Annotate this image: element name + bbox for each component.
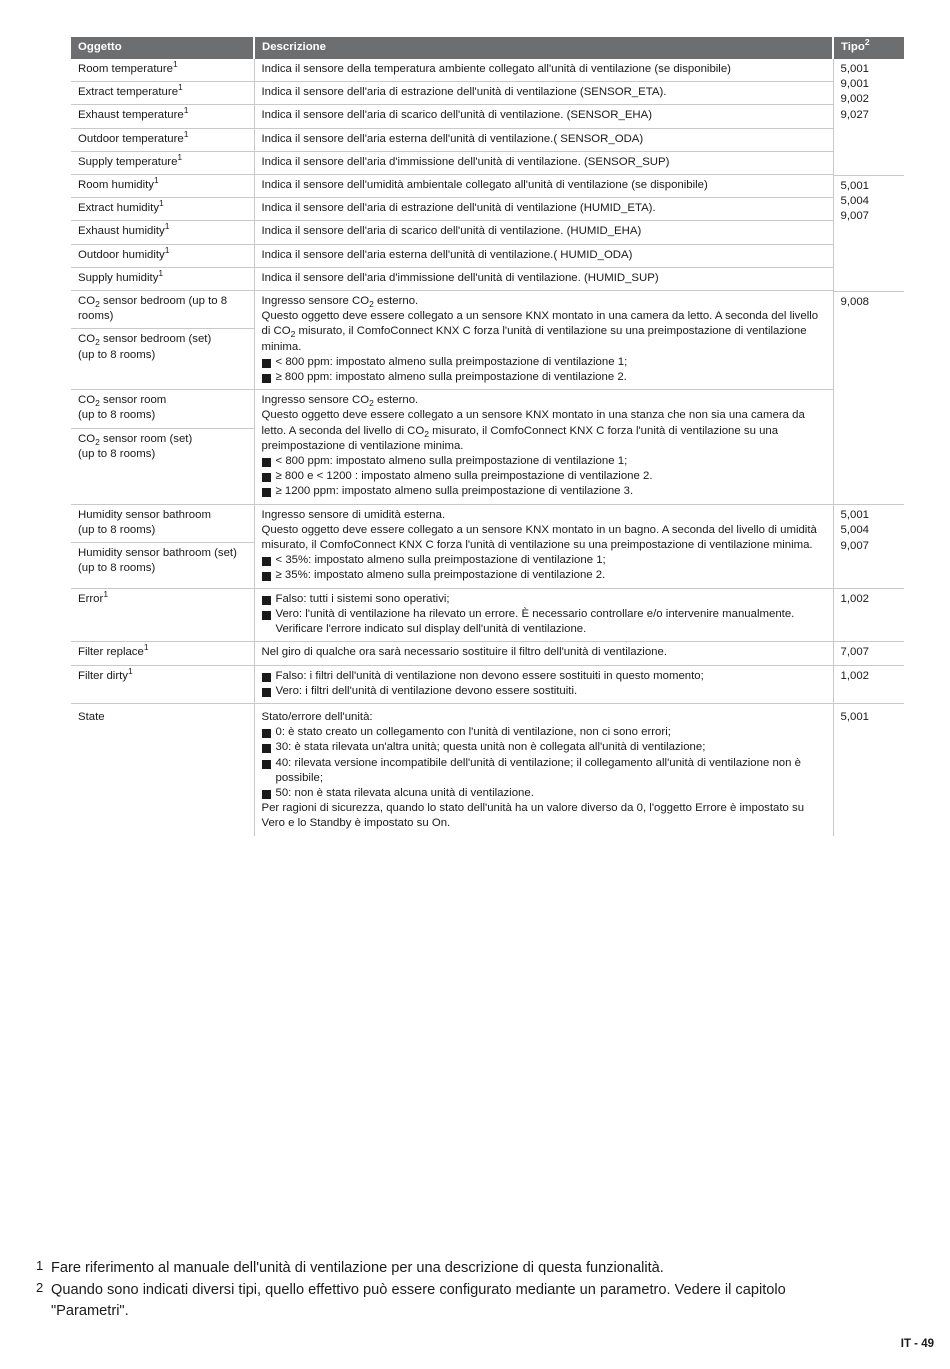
type-cell: 5,001 9,001 9,002 9,027 bbox=[840, 63, 870, 121]
object-co2-bedroom-set: $CO_2$ sensor bedroom (set) (up to 8 rooms) bbox=[71, 328, 254, 366]
table-row bbox=[71, 665, 904, 703]
description-cell: Ingresso sensore $CO_2$ esterno. Questo oggetto deve essere collegato a un sensore KNX montato in una camera da letto. A seconda del livello di $CO_2$ misurato, il ComfoConnect KNX C forza l'unità di ventilazione su una preimpostazione di ventilazione minima. < 800 ppm: impostato almeno sulla preimpostazione di ventilazione 1; ≥ 800 ppm: impostato almeno sulla preimpostazione di ventilazione 2. bbox=[254, 291, 833, 390]
bullet-item: < 35%: impostato almeno sulla preimpostazione di ventilazione 1; bbox=[262, 553, 826, 568]
object-cell: Extract humidity$^1$ bbox=[71, 198, 254, 221]
description-cell: Ingresso sensore $CO_2$ esterno. Questo oggetto deve essere collegato a un sensore KNX montato in una stanza che non sia una camera da letto. A seconda del livello di $CO_2$ misurato, il ComfoConnect KNX C forza l'unità di ventilazione su una preimpostazione di ventilazione minima. < 800 ppm: impostato almeno sulla preimpostazione di ventilazione 1; ≥ 800 e < 1200 : impostato almeno sulla preimpostazione di ventilazione 2. ≥ 1200 ppm: impostato almeno sulla preimpostazione di ventilazione 3. bbox=[254, 390, 833, 504]
type-cell: 5,001 5,004 9,007 bbox=[833, 505, 904, 589]
description-cell: Indica il sensore dell'aria esterna dell'unità di ventilazione.( HUMID_ODA) bbox=[254, 244, 833, 267]
object-cell: Exhaust temperature$^1$ bbox=[71, 105, 254, 128]
header-description: Descrizione bbox=[254, 37, 833, 59]
description-cell: Indica il sensore dell'aria d'immissione dell'unità di ventilazione. (HUMID_SUP) bbox=[254, 267, 833, 290]
description-cell: Indica il sensore dell'umidità ambientale collegato all'unità di ventilazione (se disponibile) bbox=[254, 175, 833, 198]
bullet-item: < 800 ppm: impostato almeno sulla preimpostazione di ventilazione 1; bbox=[262, 454, 826, 469]
description-cell: Indica il sensore dell'aria esterna dell'unità di ventilazione.( SENSOR_ODA) bbox=[254, 128, 833, 151]
description-cell: Indica il sensore dell'aria di estrazione dell'unità di ventilazione (HUMID_ETA). bbox=[254, 198, 833, 221]
description-cell: Indica il sensore dell'aria di scarico dell'unità di ventilazione. (HUMID_EHA) bbox=[254, 221, 833, 244]
object-cell: Filter dirty$^1$ bbox=[71, 665, 254, 703]
footnotes bbox=[36, 1258, 836, 1323]
object-cell: Error$^1$ bbox=[71, 588, 254, 642]
bullet-item: Falso: tutti i sistemi sono operativi; bbox=[262, 592, 826, 607]
description-cell: Ingresso sensore di umidità esterna. Questo oggetto deve essere collegato a un sensore KNX montato in un bagno. A seconda del livello di umidità misurato, il ComfoConnect KNX C forza l'unità di ventilazione su una preimpostazione di ventilazione minima. < 35%: impostato almeno sulla preimpostazione di ventilazione 1; ≥ 35%: impostato almeno sulla preimpostazione di ventilazione 2. bbox=[254, 505, 833, 589]
object-co2-bedroom: $CO_2$ sensor bedroom (up to 8 rooms) bbox=[78, 295, 228, 323]
bullet-item: Falso: i filtri dell'unità di ventilazione non devono essere sostituiti in questo momento; bbox=[262, 669, 826, 684]
bullet-item: ≥ 800 e < 1200 : impostato almeno sulla preimpostazione di ventilazione 2. bbox=[262, 469, 826, 484]
type-cell: 1,002 bbox=[833, 665, 904, 703]
type-cell: 7,007 bbox=[833, 642, 904, 665]
object-cell bbox=[71, 291, 254, 390]
object-cell: Outdoor humidity$^1$ bbox=[71, 244, 254, 267]
table-row bbox=[71, 128, 904, 151]
description-cell: Indica il sensore dell'aria di scarico dell'unità di ventilazione. (SENSOR_EHA) bbox=[254, 105, 833, 128]
table-row bbox=[71, 267, 904, 290]
table-row bbox=[71, 198, 904, 221]
table-header-row bbox=[71, 37, 904, 59]
table-row bbox=[71, 105, 904, 128]
description-cell: Nel giro di qualche ora sarà necessario sostituire il filtro dell'unità di ventilazione. bbox=[254, 642, 833, 665]
table-row bbox=[71, 59, 904, 82]
object-cell: Supply humidity$^1$ bbox=[71, 267, 254, 290]
page-number: IT - 49 bbox=[900, 1338, 934, 1350]
table-row bbox=[71, 588, 904, 642]
table-row bbox=[71, 82, 904, 105]
bullet-item: Vero: l'unità di ventilazione ha rilevato un errore. È necessario controllare e/o intervenire manualmente. Verificare l'errore indicato sul display dell'unità di ventilazione. bbox=[262, 607, 826, 637]
bullet-item: 40: rilevata versione incompatibile dell'unità di ventilazione; il collegamento all'unità di ventilazione non è possibile; bbox=[262, 756, 826, 786]
object-cell: Exhaust humidity$^1$ bbox=[71, 221, 254, 244]
table-row bbox=[71, 291, 904, 390]
object-cell: State bbox=[71, 703, 254, 835]
object-cell: Room temperature$^1$ bbox=[71, 59, 254, 82]
table-row bbox=[71, 390, 904, 504]
description-cell bbox=[254, 665, 833, 703]
bullet-item: 50: non è stata rilevata alcuna unità di ventilazione. bbox=[262, 786, 826, 801]
table-row bbox=[71, 642, 904, 665]
object-co2-room: $CO_2$ sensor room (up to 8 rooms) bbox=[78, 394, 167, 422]
footnote: 2 Quando sono indicati diversi tipi, quello effettivo può essere configurato mediante un parametro. Vedere il capitolo "Parametri". bbox=[36, 1279, 786, 1319]
bullet-item: 30: è stata rilevata un'altra unità; questa unità non è collegata all'unità di ventilazione; bbox=[262, 740, 826, 755]
type-cell: 1,002 bbox=[833, 588, 904, 642]
type-cell: 9,008 bbox=[840, 295, 870, 308]
object-cell bbox=[71, 390, 254, 504]
bullet-item: < 800 ppm: impostato almeno sulla preimpostazione di ventilazione 1; bbox=[262, 355, 826, 370]
table-row bbox=[71, 703, 904, 835]
table-row bbox=[71, 175, 904, 198]
description-cell: Stato/errore dell'unità: 0: è stato creato un collegamento con l'unità di ventilazione, non ci sono errori; 30: è stata rilevata un'altra unità; questa unità non è collegata all'unità di ventilazione; 40: rilevata versione incompatibile dell'unità di ventilazione; il collegamento all'unità di ventilazione non è possibile; 50: non è stata rilevata alcuna unità di ventilazione. Per ragioni di sicurezza, quando lo stato dell'unità ha un valore diverso da 0, l'oggetto Errore è impostato su Vero e lo Standby è impostato su On. bbox=[254, 703, 833, 835]
description-cell: Indica il sensore della temperatura ambiente collegato all'unità di ventilazione (se disponibile) bbox=[254, 59, 833, 82]
object-cell: Outdoor temperature$^1$ bbox=[71, 128, 254, 151]
table-row bbox=[71, 505, 904, 589]
object-cell bbox=[71, 505, 254, 589]
description-cell: Indica il sensore dell'aria d'immissione dell'unità di ventilazione. (SENSOR_SUP) bbox=[254, 151, 833, 174]
bullet-item: ≥ 1200 ppm: impostato almeno sulla preimpostazione di ventilazione 3. bbox=[262, 484, 826, 499]
table-row bbox=[71, 221, 904, 244]
object-cell: Extract temperature$^1$ bbox=[71, 82, 254, 105]
type-cell: 5,001 bbox=[840, 710, 870, 723]
object-co2-room-set: $CO_2$ sensor room (set) (up to 8 rooms) bbox=[71, 428, 254, 466]
object-cell: Supply temperature$^1$ bbox=[71, 151, 254, 174]
objects-table bbox=[71, 37, 904, 836]
header-object: Oggetto bbox=[71, 37, 254, 59]
table-row bbox=[71, 244, 904, 267]
object-cell: Filter replace$^1$ bbox=[71, 642, 254, 665]
bullet-item: ≥ 800 ppm: impostato almeno sulla preimpostazione di ventilazione 2. bbox=[262, 370, 826, 385]
header-type: Tipo$^2$ bbox=[833, 37, 904, 59]
object-humidity-bathroom-set: Humidity sensor bathroom (set) (up to 8 rooms) bbox=[71, 542, 254, 580]
object-humidity-bathroom: Humidity sensor bathroom (up to 8 rooms) bbox=[78, 508, 211, 536]
type-cell: 5,001 5,004 9,007 bbox=[840, 179, 870, 222]
bullet-item: ≥ 35%: impostato almeno sulla preimpostazione di ventilazione 2. bbox=[262, 568, 826, 583]
table-row bbox=[71, 151, 904, 174]
footnote: 1 Fare riferimento al manuale dell'unità di ventilazione per una descrizione di questa funzionalità. bbox=[36, 1258, 664, 1276]
description-cell: Indica il sensore dell'aria di estrazione dell'unità di ventilazione (SENSOR_ETA). bbox=[254, 82, 833, 105]
bullet-item: Vero: i filtri dell'unità di ventilazione devono essere sostituiti. bbox=[262, 684, 826, 699]
description-cell bbox=[254, 588, 833, 642]
bullet-item: 0: è stato creato un collegamento con l'unità di ventilazione, non ci sono errori; bbox=[262, 725, 826, 740]
object-cell: Room humidity$^1$ bbox=[71, 175, 254, 198]
